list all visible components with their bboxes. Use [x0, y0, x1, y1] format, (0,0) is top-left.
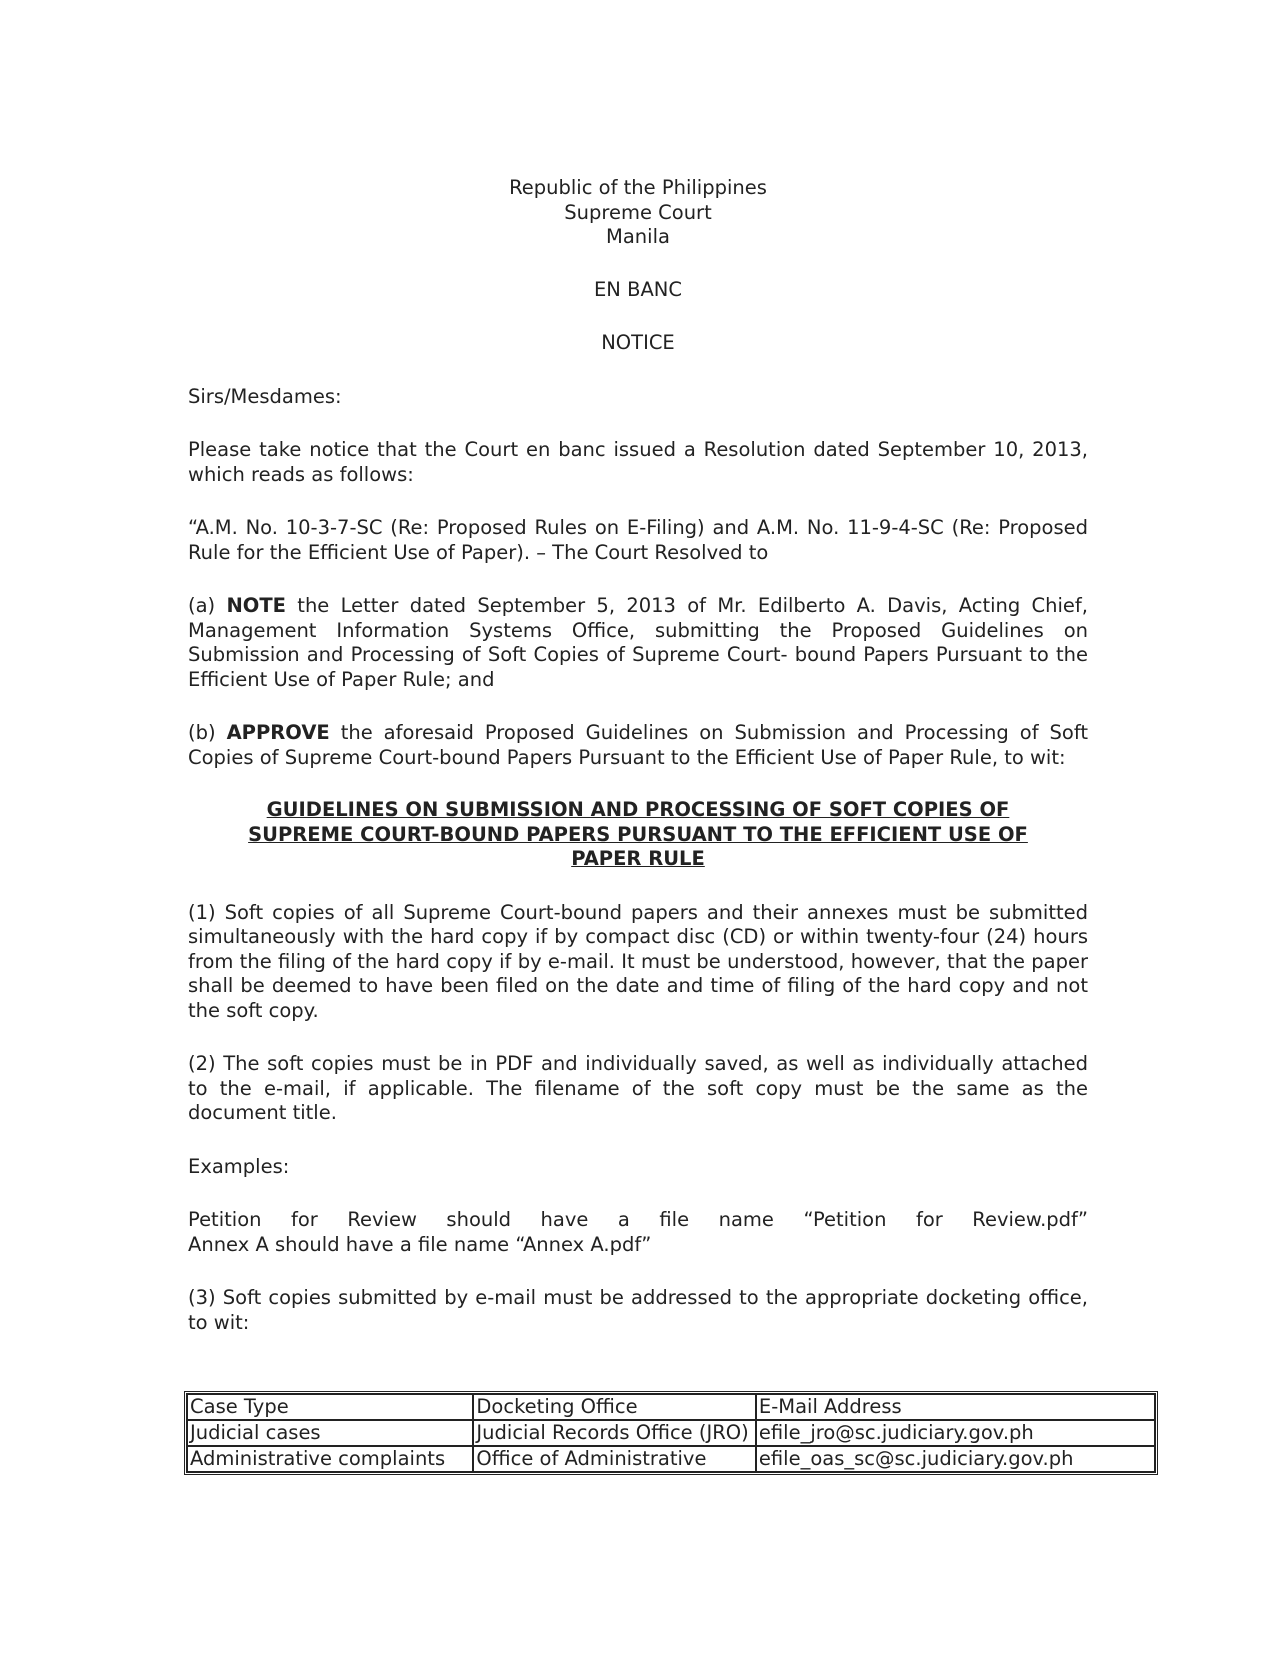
item-a-paragraph	[188, 594, 1088, 692]
docketing-offices-table	[184, 1391, 1158, 1475]
item-b-text: the aforesaid Proposed Guidelines on Submission and Processing of Soft Copies of Supreme Court-bound Papers Pursuant to the Efficient Use of Paper Rule, to wit:	[188, 721, 1089, 769]
division-label: EN BANC	[593, 277, 683, 301]
guidelines-heading-line: GUIDELINES ON SUBMISSION AND PROCESSING OF SOFT COPIES OF	[266, 798, 1010, 821]
court-header	[188, 176, 1088, 250]
header-court: Supreme Court	[564, 200, 712, 224]
item-a-keyword: NOTE	[226, 594, 286, 617]
table-cell: Office of Administrative	[473, 1446, 755, 1472]
rule-1-paragraph: (1) Soft copies of all Supreme Court-bound papers and their annexes must be submitted simultaneously with the hard copy if by compact disc (CD) or within twenty-four (24) hours from the filing of the hard copy if by e-mail. It must be understood, however, that the paper shall be deemed to have been filed on the date and time of filing of the hard copy and not the soft copy.	[188, 900, 1088, 1022]
intro-paragraph: Please take notice that the Court en banc issued a Resolution dated September 10, 2013, which reads as follows:	[188, 438, 1088, 486]
salutation: Sirs/Mesdames:	[188, 384, 342, 408]
notice-title: NOTICE	[601, 331, 675, 354]
item-b-paragraph	[188, 721, 1088, 770]
example-annex: Annex A should have a file name “Annex A.pdf”	[188, 1232, 652, 1256]
header-city: Manila	[606, 225, 670, 248]
table-cell: Administrative complaints	[187, 1446, 473, 1472]
header-docketing-office: Docketing Office	[473, 1394, 755, 1420]
item-b-keyword: APPROVE	[226, 721, 330, 744]
header-email-address: E-Mail Address	[756, 1394, 1155, 1420]
table-cell: Judicial cases	[187, 1420, 473, 1446]
table-row	[187, 1446, 1155, 1472]
rule-2-paragraph: (2) The soft copies must be in PDF and individually saved, as well as individually attached to the e-mail, if applicable. The filename of the soft copy must be the same as the document title.	[188, 1052, 1088, 1124]
item-a-prefix: (a)	[188, 594, 227, 617]
case-reference: “A.M. No. 10-3-7-SC (Re: Proposed Rules on E-Filing) and A.M. No. 11-9-4-SC (Re: Proposed Rule for the Efficient Use of Paper). – The Court Resolved to	[188, 516, 1088, 564]
guidelines-heading-line: PAPER RULE	[571, 847, 705, 870]
examples-block	[188, 1208, 1088, 1257]
examples-label: Examples:	[188, 1154, 290, 1178]
guidelines-heading	[188, 798, 1088, 872]
header-republic: Republic of the Philippines	[509, 176, 767, 199]
table-cell: efile_jro@sc.judiciary.gov.ph	[756, 1420, 1155, 1446]
table-cell: efile_oas_sc@sc.judiciary.gov.ph	[756, 1446, 1155, 1472]
document-page	[188, 176, 1088, 1335]
item-b-prefix: (b)	[188, 721, 227, 744]
rule-3-paragraph: (3) Soft copies submitted by e-mail must be addressed to the appropriate docketing office, to wit:	[188, 1286, 1088, 1334]
guidelines-heading-line: SUPREME COURT-BOUND PAPERS PURSUANT TO THE EFFICIENT USE OF	[248, 822, 1028, 846]
table-header-row	[187, 1394, 1155, 1420]
example-petition: Petition for Review should have a file name “Petition for Review.pdf”	[188, 1208, 1088, 1231]
table-cell: Judicial Records Office (JRO)	[473, 1420, 755, 1446]
item-a-text: the Letter dated September 5, 2013 of Mr. Edilberto A. Davis, Acting Chief, Management Information Systems Office, submitting the Proposed Guidelines on Submission and Processing of Soft Copies of Supreme Court- bound Papers Pursuant to the Efficient Use of Paper Rule; and	[188, 594, 1088, 691]
table-row	[187, 1420, 1155, 1446]
header-case-type: Case Type	[187, 1394, 473, 1420]
